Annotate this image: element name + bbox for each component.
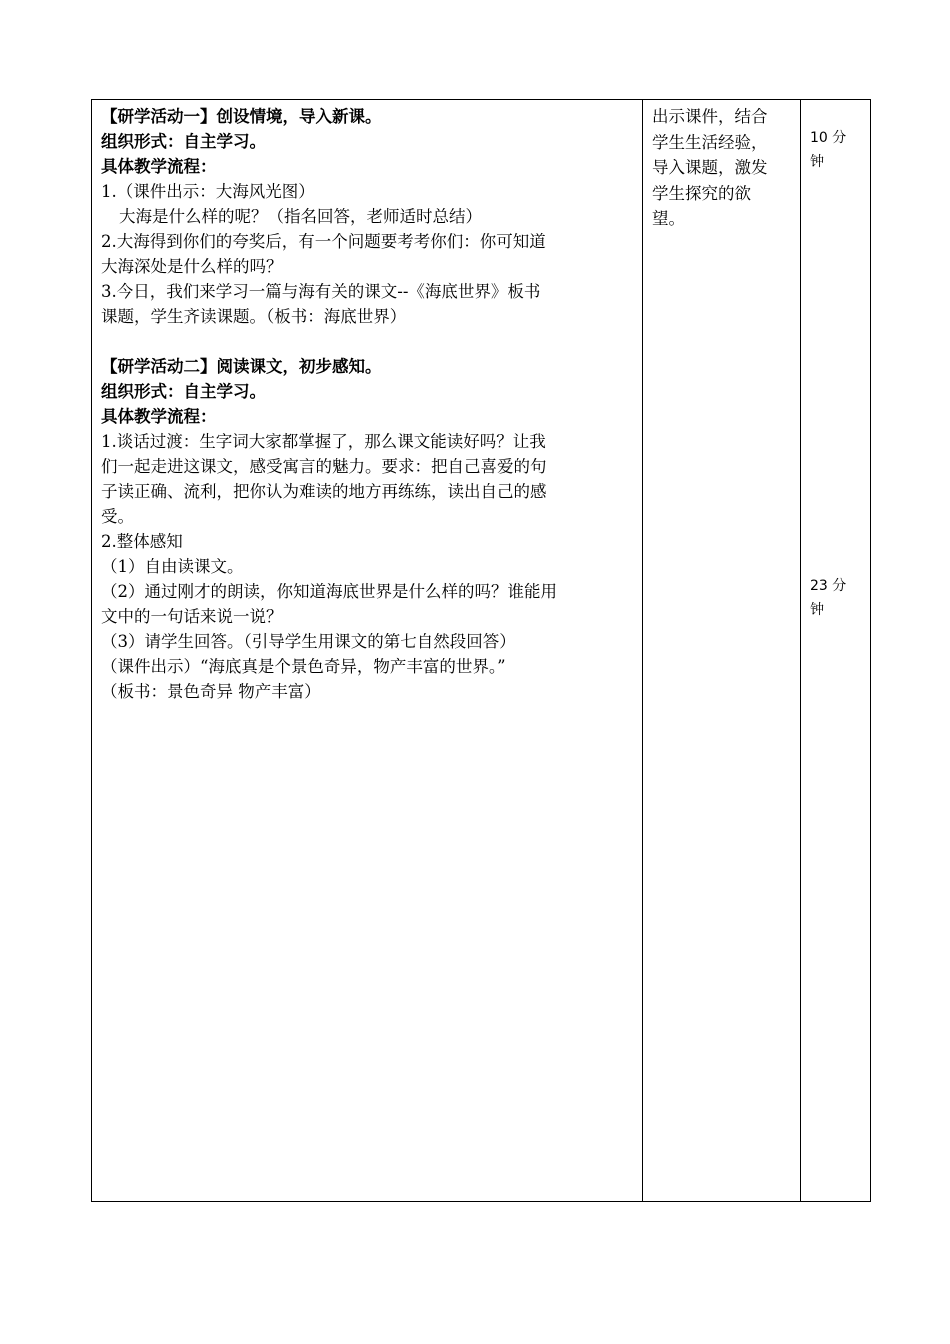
activity-one-line: 3.今日，我们来学习一篇与海有关的课文--《海底世界》板书 xyxy=(101,282,541,301)
design-intent-line: 学生生活经验， xyxy=(652,132,768,152)
teaching-process-cell xyxy=(92,100,643,1202)
design-intent-line: 出示课件，结合 xyxy=(652,107,768,126)
activity-one-section xyxy=(101,104,633,329)
activity-two-form: 组织形式：自主学习。 xyxy=(101,382,266,401)
section-spacer xyxy=(101,329,633,354)
activity-one-form: 组织形式：自主学习。 xyxy=(101,132,266,151)
activity-two-process-heading: 具体教学流程： xyxy=(101,407,217,426)
time-unit: 钟 xyxy=(810,154,824,170)
activity-one-line: 大海是什么样的呢？（指名回答，老师适时总结） xyxy=(119,207,482,226)
activity-two-line: 受。 xyxy=(101,507,134,526)
design-intent-cell xyxy=(643,100,801,1202)
design-intent-line: 学生探究的欲 xyxy=(652,183,751,203)
design-intent-line: 导入课题，激发 xyxy=(652,158,768,177)
activity-two-line: 文中的一句话来说一说？ xyxy=(101,607,283,626)
time-value: 23 分 xyxy=(810,578,847,594)
activity-one-line: 2.大海得到你们的夸奖后，有一个问题要考考你们：你可知道 xyxy=(101,232,546,251)
activity-two-line: 1.谈话过渡：生字词大家都掌握了，那么课文能读好吗？让我 xyxy=(101,432,546,451)
activity-two-line: （3）请学生回答。（引导学生用课文的第七自然段回答） xyxy=(101,632,516,651)
activity-one-title: 【研学活动一】创设情境，导入新课。 xyxy=(101,107,382,126)
activity-two-line: （课件出示）“海底真是个景色奇异，物产丰富的世界。” xyxy=(101,657,506,676)
activity-two-section xyxy=(101,354,633,704)
activity-two-line: （2）通过刚才的朗读，你知道海底世界是什么样的吗？谁能用 xyxy=(101,582,557,601)
activity-one-process-heading: 具体教学流程： xyxy=(101,157,217,176)
activity-one-line: 课题，学生齐读课题。（板书：海底世界） xyxy=(101,307,407,326)
activity-two-line: 们一起走进这课文，感受寓言的魅力。要求：把自己喜爱的句 xyxy=(101,457,547,476)
activity-two-title: 【研学活动二】阅读课文，初步感知。 xyxy=(101,357,382,376)
activity-one-line: 大海深处是什么样的吗？ xyxy=(101,257,283,276)
lesson-plan-table xyxy=(91,99,871,1202)
time-label-first xyxy=(810,126,862,174)
time-allocation-cell xyxy=(801,100,871,1202)
table-row xyxy=(92,100,871,1202)
activity-two-line: （板书：景色奇异 物产丰富） xyxy=(101,682,321,701)
activity-two-line: （1）自由读课文。 xyxy=(101,557,244,576)
time-unit: 钟 xyxy=(810,602,824,618)
activity-two-line: 子读正确、流利，把你认为难读的地方再练练，读出自己的感 xyxy=(101,482,547,501)
design-intent-line: 望。 xyxy=(652,209,685,228)
time-value: 10 分 xyxy=(810,130,847,146)
activity-two-line: 2.整体感知 xyxy=(101,532,183,551)
activity-one-line: 1.（课件出示：大海风光图） xyxy=(101,182,315,201)
time-label-second xyxy=(810,574,862,622)
